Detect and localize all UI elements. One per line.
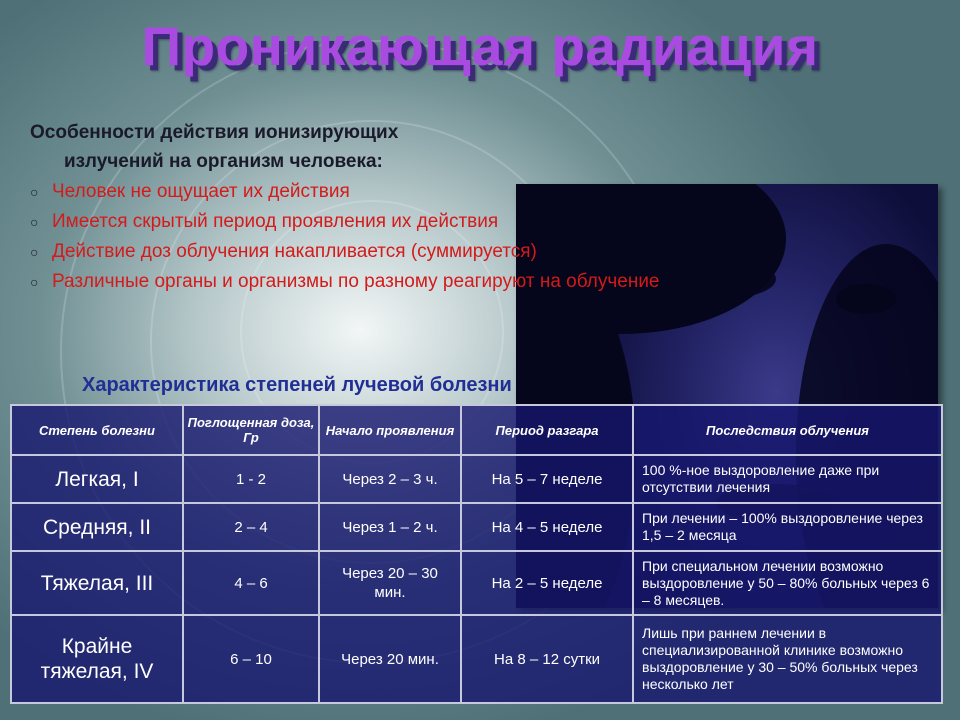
cell-onset: Через 20 мин. [319, 615, 461, 703]
bullet-text: Действие доз облучения накапливается (суммируется) [52, 241, 537, 262]
table-row [11, 615, 942, 703]
cell-onset: Через 20 – 30 мин. [319, 551, 461, 615]
cell-consequences: При специальном лечении возможно выздоровление у 50 – 80% больных через 6 – 8 месяцев. [633, 551, 942, 615]
table-header-row [11, 405, 942, 455]
intro-line-1: Особенности действия ионизирующих [30, 122, 399, 143]
cell-onset: Через 2 – 3 ч. [319, 455, 461, 503]
cell-dose: 4 – 6 [183, 551, 319, 615]
cell-degree: Легкая, I [11, 455, 183, 503]
radiation-sickness-table [10, 404, 943, 704]
cell-dose: 2 – 4 [183, 503, 319, 551]
header-consequences: Последствия облучения [633, 405, 942, 455]
cell-degree: Крайне тяжелая, IV [11, 615, 183, 703]
cell-onset: Через 1 – 2 ч. [319, 503, 461, 551]
header-dose: Поглощенная доза, Гр [183, 405, 319, 455]
bullet-marker: ○ [30, 274, 39, 290]
table-row [11, 455, 942, 503]
table-row [11, 503, 942, 551]
cell-degree: Средняя, II [11, 503, 183, 551]
bullet-marker: ○ [30, 214, 39, 230]
bullet-item [30, 237, 660, 267]
intro-line-2: излучений на организм человека: [64, 151, 383, 172]
header-peak: Период разгара [461, 405, 633, 455]
cell-degree: Тяжелая, III [11, 551, 183, 615]
bullet-text: Человек не ощущает их действия [52, 181, 350, 202]
bullet-text: Имеется скрытый период проявления их действия [52, 211, 499, 232]
cell-consequences: При лечении – 100% выздоровление через 1,5 – 2 месяца [633, 503, 942, 551]
cell-dose: 1 - 2 [183, 455, 319, 503]
bullet-item [30, 267, 660, 297]
intro-heading [30, 118, 590, 176]
cell-peak: На 2 – 5 неделе [461, 551, 633, 615]
cell-consequences: 100 %-ное выздоровление даже при отсутствии лечения [633, 455, 942, 503]
cell-peak: На 8 – 12 сутки [461, 615, 633, 703]
bullet-text: Различные органы и организмы по разному реагируют на облучение [52, 271, 660, 292]
bullet-marker: ○ [30, 184, 39, 200]
table-title: Характеристика степеней лучевой болезни [82, 374, 512, 396]
bullet-item [30, 207, 660, 237]
bullet-item [30, 177, 660, 207]
header-degree: Степень болезни [11, 405, 183, 455]
header-onset: Начало проявления [319, 405, 461, 455]
slide-title: Проникающая радиация [141, 15, 819, 77]
bullet-list [30, 177, 660, 297]
cell-consequences: Лишь при раннем лечении в специализированной клинике возможно выздоровление у 30 – 50% больных через несколько лет [633, 615, 942, 703]
bullet-marker: ○ [30, 244, 39, 260]
cell-peak: На 5 – 7 неделе [461, 455, 633, 503]
cell-peak: На 4 – 5 неделе [461, 503, 633, 551]
table-row [11, 551, 942, 615]
cell-dose: 6 – 10 [183, 615, 319, 703]
